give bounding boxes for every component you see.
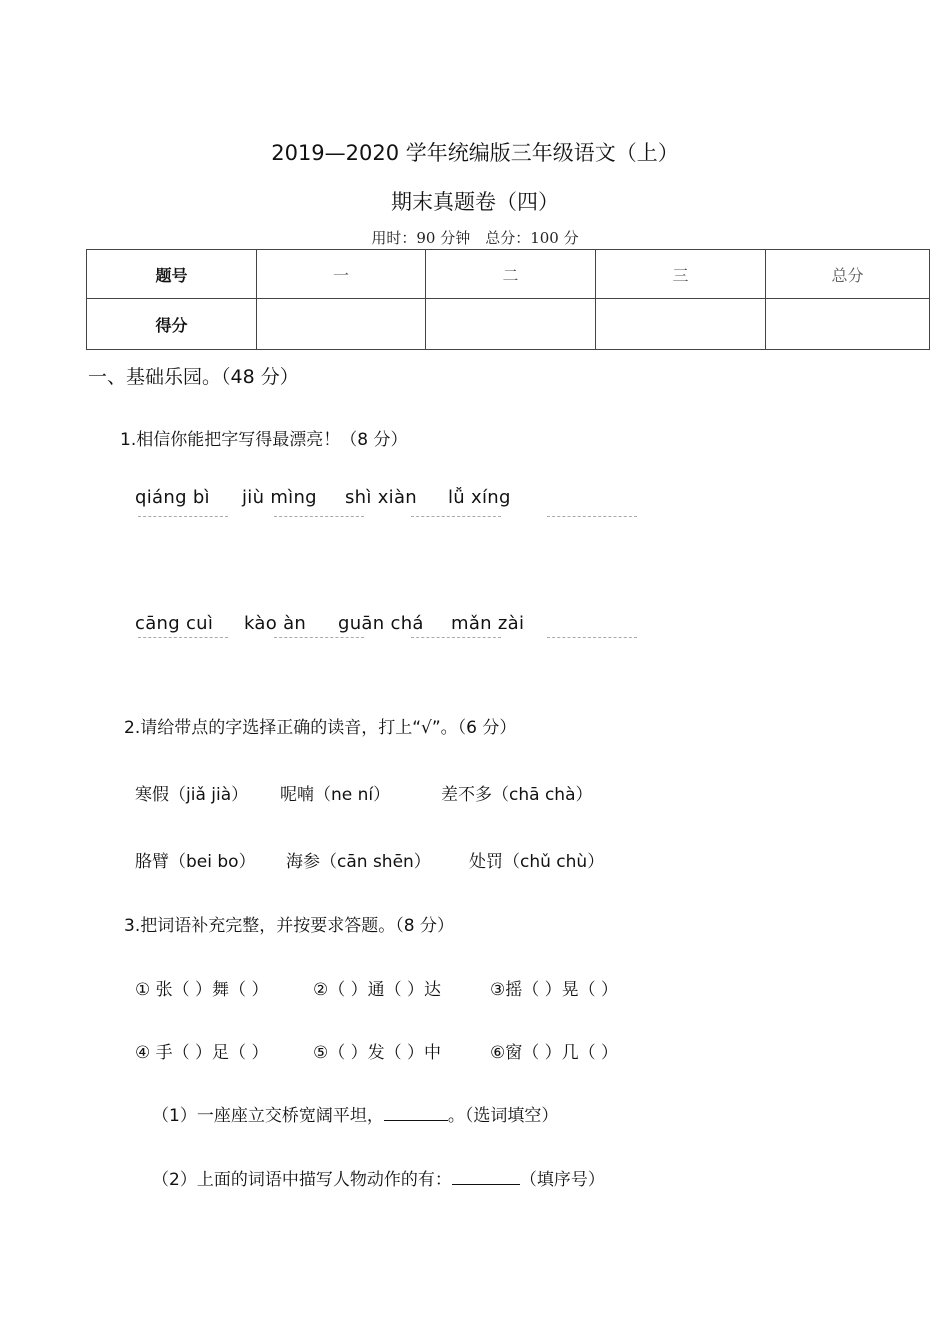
q3-prompt: 3.把词语补充完整，并按要求答题。（8 分）: [124, 916, 454, 936]
idiom-4: ④ 手（ ）足（ ）: [135, 1043, 269, 1063]
score-table-score-row: [87, 299, 930, 350]
q3-sub1-hint: 。（选词填空）: [447, 1106, 559, 1126]
header-cell-label: 题号: [87, 250, 257, 299]
score-cell-1[interactable]: [257, 299, 426, 350]
writing-line[interactable]: [274, 637, 364, 638]
writing-line[interactable]: [547, 516, 637, 517]
exam-title: 2019—2020 学年统编版三年级语文（上）: [271, 141, 679, 165]
header-cell-total: 总分: [766, 250, 930, 299]
reading-item-6: 处罚（chǔ chù）: [469, 852, 605, 872]
reading-item-3: 差不多（chā chà）: [441, 785, 593, 805]
pinyin-2: jiù mìng: [242, 487, 317, 508]
q3-sub2-text: （2）上面的词语中描写人物动作的有：: [152, 1170, 452, 1190]
pinyin-4: lǚ xíng: [448, 487, 511, 508]
pinyin-1: qiáng bì: [135, 487, 210, 508]
score-cell-total[interactable]: [766, 299, 930, 350]
header-cell-2: 二: [426, 250, 596, 299]
answer-blank-1[interactable]: [384, 1120, 448, 1121]
idiom-2: ②（ ）通（ ）达: [313, 980, 442, 1000]
q3-sub2: [152, 1165, 605, 1190]
q3-sub2-hint: （填序号）: [519, 1170, 605, 1190]
writing-line[interactable]: [138, 637, 228, 638]
idiom-5: ⑤（ ）发（ ）中: [313, 1043, 442, 1063]
pinyin-7: guān chá: [338, 613, 424, 634]
exam-subtitle: 期末真题卷（四）: [391, 190, 559, 214]
answer-blank-2[interactable]: [452, 1184, 520, 1185]
reading-item-5: 海参（cān shēn）: [286, 852, 431, 872]
writing-line[interactable]: [411, 516, 501, 517]
idiom-6: ⑥窗（ ）几（ ）: [490, 1043, 619, 1063]
score-cell-2[interactable]: [426, 299, 596, 350]
section-1-title: 一、基础乐园。（48 分）: [88, 366, 299, 388]
writing-line[interactable]: [547, 637, 637, 638]
q3-sub1-text: （1）一座座立交桥宽阔平坦，: [152, 1106, 384, 1126]
exam-meta: 用时：90 分钟 总分：100 分: [371, 229, 579, 247]
pinyin-6: kào àn: [244, 613, 307, 634]
q3-sub1: [152, 1101, 558, 1126]
idiom-3: ③摇（ ）晃（ ）: [490, 980, 619, 1000]
pinyin-3: shì xiàn: [345, 487, 418, 508]
score-table-header-row: [87, 250, 930, 299]
score-cell-3[interactable]: [596, 299, 766, 350]
writing-line[interactable]: [411, 637, 501, 638]
reading-item-4: 胳臂（bei bo）: [135, 852, 256, 872]
writing-line[interactable]: [274, 516, 364, 517]
pinyin-5: cāng cuì: [135, 613, 214, 634]
reading-item-1: 寒假（jiǎ jià）: [135, 785, 249, 805]
score-table: [86, 249, 930, 350]
header-cell-1: 一: [257, 250, 426, 299]
pinyin-8: mǎn zài: [451, 613, 525, 634]
writing-line[interactable]: [138, 516, 228, 517]
q1-prompt: 1.相信你能把字写得最漂亮！（8 分）: [120, 430, 408, 450]
reading-item-2: 呢喃（ne ní）: [280, 785, 391, 805]
idiom-1: ① 张（ ）舞（ ）: [135, 980, 269, 1000]
score-row-label: 得分: [87, 299, 257, 350]
header-cell-3: 三: [596, 250, 766, 299]
q2-prompt: 2.请给带点的字选择正确的读音，打上“√”。（6 分）: [124, 718, 517, 738]
